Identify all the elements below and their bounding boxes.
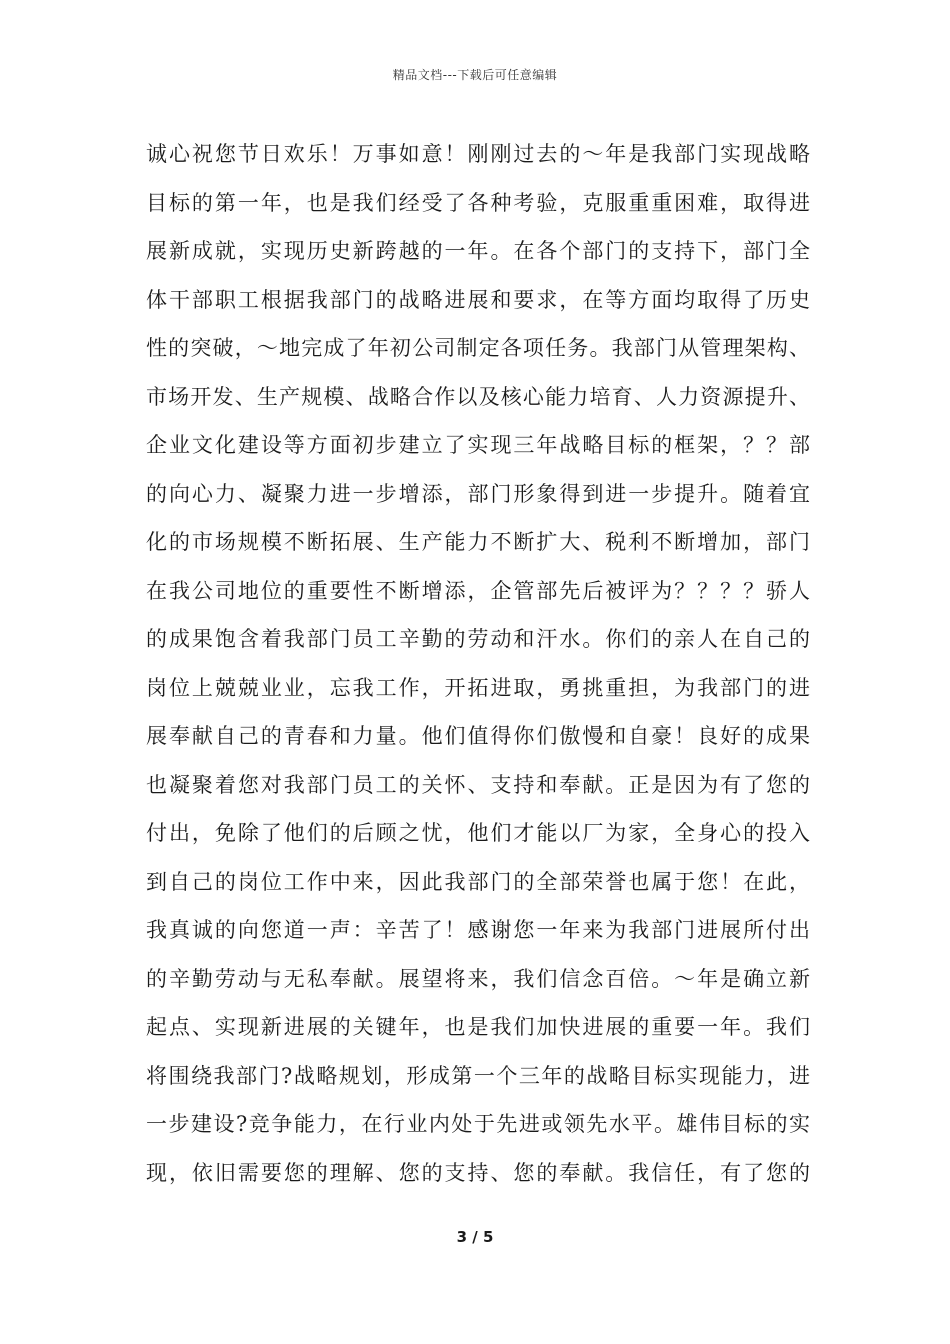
- body-line: 也凝聚着您对我部门员工的关怀、支持和奉献。正是因为有了您的: [146, 772, 810, 797]
- body-line: 展奉献自己的青春和力量。他们值得你们傲慢和自豪！良好的成果: [146, 724, 810, 748]
- body-line: 我真诚的向您道一声：辛苦了！感谢您一年来为我部门进展所付出: [146, 918, 810, 942]
- body-line: 体干部职工根据我部门的战略进展和要求，在等方面均取得了历史: [146, 287, 810, 312]
- page-header: 精品文档---下载后可任意编辑: [392, 68, 558, 82]
- body-line: 付出，免除了他们的后顾之忧，他们才能以厂为家，全身心的投入: [146, 821, 810, 845]
- body-line: 到自己的岗位工作中来，因此我部门的全部荣誉也属于您！在此，: [146, 869, 810, 894]
- body-line: 一步建设?竞争能力，在行业内处于先进或领先水平。雄伟目标的实: [146, 1112, 810, 1136]
- body-line: 性的突破，～地完成了年初公司制定各项任务。我部门从管理架构、: [146, 336, 810, 360]
- body-line: 在我公司地位的重要性不断增添，企管部先后被评为？？？？骄人: [146, 578, 810, 603]
- body-line: 展新成就，实现历史新跨越的一年。在各个部门的支持下，部门全: [146, 239, 810, 263]
- body-line: 的向心力、凝聚力进一步增添，部门形象得到进一步提升。随着宜: [146, 481, 810, 506]
- body-line: 诚心祝您节日欢乐！万事如意！刚刚过去的～年是我部门实现战略: [146, 142, 810, 166]
- body-line: 市场开发、生产规模、战略合作以及核心能力培育、人力资源提升、: [146, 384, 810, 409]
- document-body: [146, 130, 810, 1197]
- body-line: 现，依旧需要您的理解、您的支持、您的奉献。我信任，有了您的: [146, 1160, 810, 1185]
- body-line: 化的市场规模不断拓展、生产能力不断扩大、税利不断增加，部门: [146, 530, 810, 554]
- body-line: 企业文化建设等方面初步建立了实现三年战略目标的框架，？？部: [146, 433, 810, 457]
- body-line: 起点、实现新进展的关键年，也是我们加快进展的重要一年。我们: [146, 1015, 810, 1039]
- body-line: 的成果饱含着我部门员工辛勤的劳动和汗水。你们的亲人在自己的: [146, 627, 810, 651]
- body-line: 的辛勤劳动与无私奉献。展望将来，我们信念百倍。～年是确立新: [146, 966, 810, 991]
- body-line: 岗位上兢兢业业，忘我工作，开拓进取，勇挑重担，为我部门的进: [146, 675, 810, 700]
- body-line: 目标的第一年，也是我们经受了各种考验，克服重重困难，取得进: [146, 190, 810, 215]
- body-line: 将围绕我部门?战略规划，形成第一个三年的战略目标实现能力，进: [146, 1063, 810, 1088]
- page-number: 3 / 5: [456, 1228, 494, 1246]
